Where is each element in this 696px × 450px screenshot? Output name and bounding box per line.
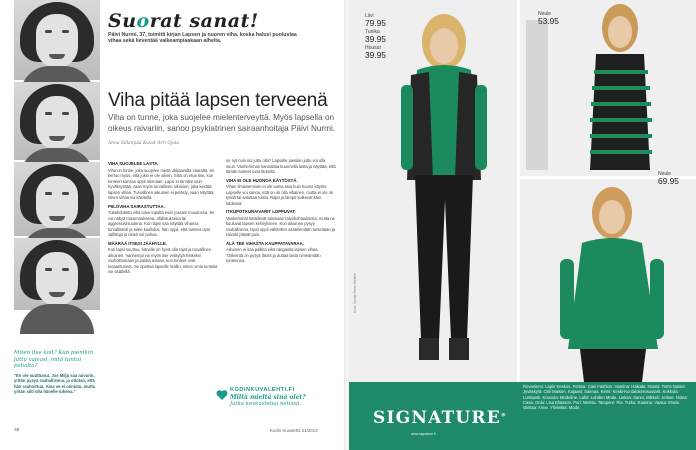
price-tag-green-sweater <box>658 172 679 186</box>
promo-url[interactable]: KODINKUVALEHTI.FI <box>230 387 295 393</box>
portrait-photo-1 <box>14 0 100 80</box>
price-label: Liivi <box>365 13 374 19</box>
subheading: ÄLÄ TEE VIHASTA KAUPPATAVARAA. <box>226 240 304 246</box>
brand-logo: SIGNATURE® <box>373 408 508 428</box>
subheading: PIILOVIHA SAIRASTUTTAA. <box>108 203 165 209</box>
photo-credit: Kuva: Sanna-Reeta Meilahti <box>353 273 357 313</box>
subheading: MÄÄRÄÄ ITSESI JÄÄHYLLE. <box>108 240 167 246</box>
portrait-photo-4 <box>14 238 100 310</box>
paragraph: Tukahdutettu viha tulee lopulta esiin jossain muodossa. Se voi näkyä masennuksena, ahdistuksena tai aggressiivisuutena. Kun lapsi saa näyttää vihansa turvallisesti ja tulee kuulluksi, hän oppii, että tunteet ovat sallittuja ja niistä voi puhua. <box>108 210 215 237</box>
price-label: Housut <box>365 45 381 51</box>
article-byline: Anna Sillanpää Kuvat Arri Ojala <box>108 141 179 146</box>
price-amount: 69.95 <box>658 176 679 187</box>
promo-cta: Jatka keskustelua netissä. <box>230 401 301 407</box>
price-label: Neule <box>538 11 552 17</box>
fashion-photo-green <box>520 171 696 382</box>
fashion-photo-striped <box>520 0 696 176</box>
price-tag-striped-sweater <box>538 12 559 26</box>
web-promo[interactable] <box>230 387 342 407</box>
heart-icon <box>216 389 228 401</box>
fashion-photo-main <box>349 0 517 382</box>
paragraph: Kun lapsi suuttuu, hänelle on hyvä olla rajat ja turvallinen aikuinen. Vanhempi voi myös itse vetäytyä hetkeksi rauhoittumaan ja palata asiaan, kun tunteet ovat tasaantuneet. Se opettaa lapselle mallin, miten omia tunteita voi säädellä. <box>108 247 218 274</box>
issue-footer: Kodin Kuvalehti 21/2013 <box>270 428 318 433</box>
price-amount: 53.95 <box>538 16 559 27</box>
price-amount: 39.95 <box>365 34 386 45</box>
section-subtitle: Päivi Nurmi, 37, toimitti kirjan Lapsen ja nuoren viha, koska halusi puolustaa vihaa sekä lieventää vaikeampiaakaan aiheita. <box>108 32 297 45</box>
price-tag-trousers <box>365 46 386 60</box>
article-title: Viha pitää lapsen terveenä <box>108 90 328 111</box>
right-page <box>349 0 696 450</box>
paragraph: Vanhemmat hätäilevät toisinaan raivokohtauksista, mutta ne kuuluvat lapsen kehitykseen. Kun aikuinen pysyy rauhallisena, lapsi oppii vähitellen säätelemään tunteitaan ja raivarit jäävät pois. <box>226 215 336 237</box>
model-illustration <box>520 176 696 382</box>
brand-url[interactable]: www.signature.fi <box>411 432 436 436</box>
paragraph: ne nyt noin iso juttu olla? Lapselle pienikin juttu voi olla suuri. Vanhemman kannattaa kuunnella lasta ja näyttää, että tämän tunteet ovat tärkeitä. <box>226 158 336 174</box>
subheading: ITKUPOTKURAIVARIT LOPPUVAT. <box>226 209 296 214</box>
article-column-1 <box>108 158 218 276</box>
portrait-photo-3 <box>14 162 100 236</box>
section-tag-accent: o <box>136 10 150 32</box>
price-tag-tunic <box>365 30 386 44</box>
article-lead: Viha on tunne, joka suojelee mielenterveyttä. Myös lapsella on oikeus raivariin, sanoo psykiatrinen sairaanhoitaja Päivi Nurmi. <box>108 113 336 133</box>
subheading: VIHA EI OLE HUONOA KÄYTÖSTÄ. <box>226 177 298 183</box>
quote-answer: "En ole suuttunut. Jos Miljä saa raivarin, yritän pysyä rauhallisena, ja odotan, että hän rauhoittuu. Aina se ei onnistu, mutta yritän silti olla hänelle tukena." <box>14 372 96 394</box>
price-amount: 39.95 <box>365 50 386 61</box>
price-amount: 79.95 <box>365 18 386 29</box>
page-number: 38 <box>14 428 20 433</box>
price-tag-vest <box>365 14 386 28</box>
article-column-2 <box>226 158 336 265</box>
paragraph: Aikuinen ei saa palkita eikä rangaista lapsen vihaa. Tärkeintä on pysyä läsnä ja auttaa lasta nimeämään tunteensa. <box>226 247 321 263</box>
portrait-photo-2 <box>14 82 100 160</box>
section-tag: Suorat sanat! <box>108 10 259 32</box>
quote-question: Miten itse koit? Kun pienikin juttu vaivasi, mitä tuntui pahalta? <box>14 350 93 370</box>
subheading: VIHA SUOJELEE LASTA. <box>108 161 159 166</box>
price-label: Neule <box>658 171 672 177</box>
paragraph: Viha on tunne, joka suojelee meitä uhkaavalta vaaralta. Se kertoo myös, että jokin ei ole oikein. Siitä on etua itse, kun tunteen kanssa oppii olemaan. Lapsi ei tarvitse vain hyväksyntää, vaan myös turvallisen aikuisen, joka kestää lapsen vihaa. Turvallinen aikuinen ei pelästy, vaan näyttää, miten vihaa voi käsitellä. <box>108 167 215 200</box>
price-label: Tunika <box>365 29 380 35</box>
promo-question: Miltä mieltä sinä olet? <box>230 394 306 401</box>
store-credits: Rovaniemi: Lapin Keskus. Forssa: Casi Fashion. Hamina: Haikala. Imatra: Toms Naiset. Jyväskylä: Cité Maison. Kajaani: Saimaa. Kemi: Keski-Kuntalokerosuutarit. Kokkola: Lumiaatri. Kouvola: Modeline. Lahti: Lahden Mode. Lieksa: Sanni. Mikkeli: Jeitner. Nokia: Casa. Oulu: Lisa Eliasson. Pori: Merisa. Tampere: Pia. Turku: Kaarina. Vaasa: Moda. Vantaa: Anne. Ylivieska: Mode. <box>523 384 688 411</box>
reader-quote <box>14 350 100 394</box>
paragraph: Vihan ilmaiseminen ei ole sama asia kuin huono käytös. Lapselle voi sanoa, että on ok olla vihainen, mutta ei ole ok lyödä tai satuttaa toista. Rajat ja lämpö kulkevat käsi kädessä. <box>226 184 333 206</box>
